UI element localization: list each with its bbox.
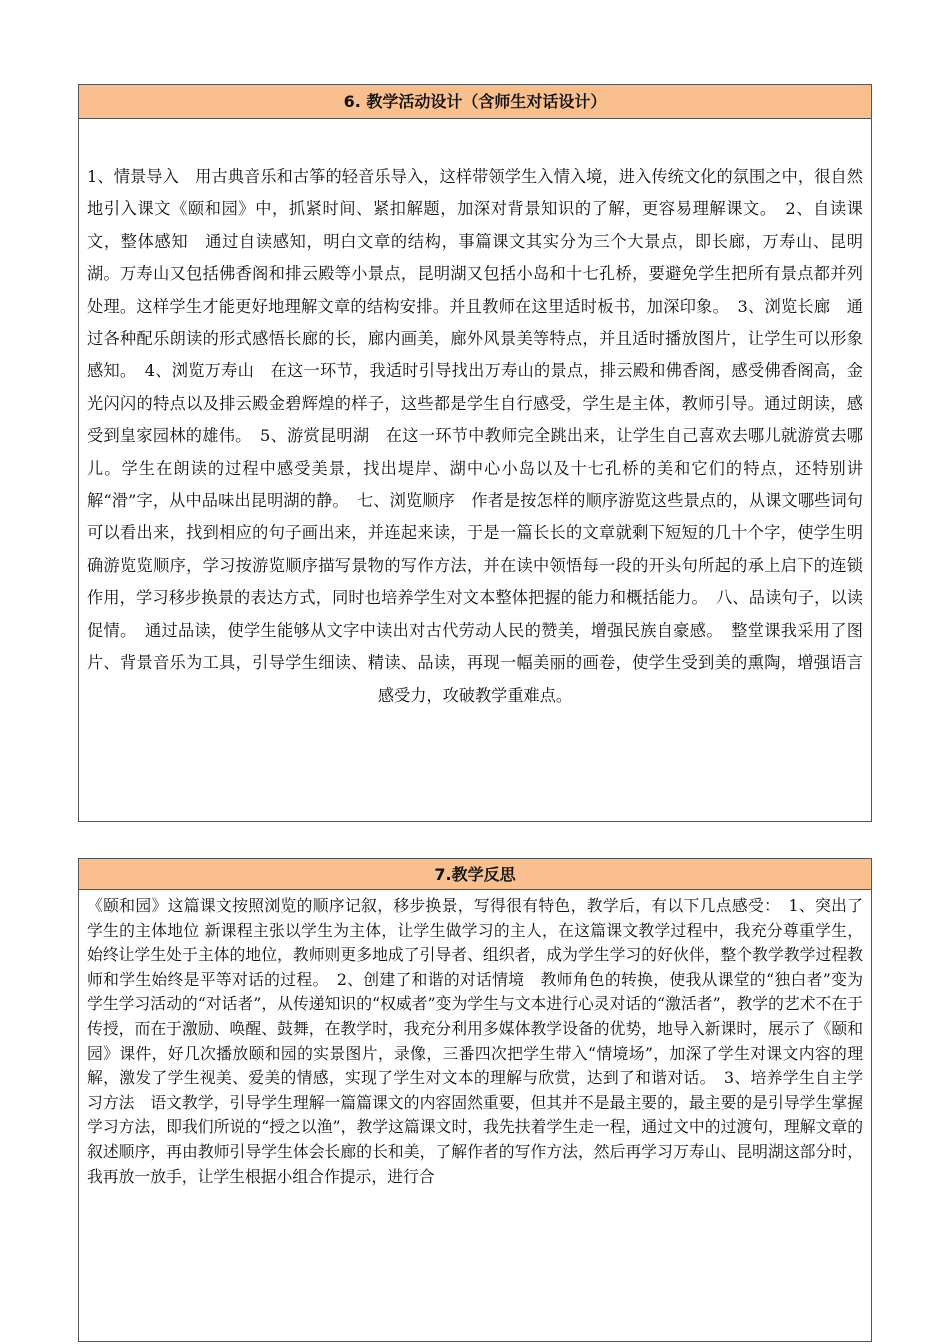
teaching-activity-section xyxy=(78,84,872,822)
section-body: 1、情景导入 用古典音乐和古筝的轻音乐导入，这样带领学生入情入境，进入传统文化的氛围之中，很自然地引入课文《颐和园》中，抓紧时间、紧扣解题，加深对背景知识的了解，更容易理解课文。 2、自读课文，整体感知 通过自读感知，明白文章的结构，事篇课文其实分为三个大景点，即长廊，万寿山、昆明湖。万寿山又包括佛香阁和排云殿等小景点，昆明湖又包括小岛和十七孔桥，要避免学生把所有景点都并列处理。这样学生才能更好地理解文章的结构安排。并且教师在这里适时板书，加深印象。 3、浏览长廊 通过各种配乐朗读的形式感悟长廊的长，廊内画美，廊外风景美等特点，并且适时播放图片，让学生可以形象感知。 4、浏览万寿山 在这一环节，我适时引导找出万寿山的景点，排云殿和佛香阁，感受佛香阁高，金光闪闪的特点以及排云殿金碧辉煌的样子，这些都是学生自行感受，学生是主体，教师引导。通过朗读，感受到皇家园林的雄伟。 5、游赏昆明湖 在这一环节中教师完全跳出来，让学生自己喜欢去哪儿就游赏去哪儿。学生在朗读的过程中感受美景，找出堤岸、湖中心小岛以及十七孔桥的美和它们的特点，还特别讲解“滑”字，从中品味出昆明湖的静。 七、浏览顺序 作者是按怎样的顺序游览这些景点的，从课文哪些词句可以看出来，找到相应的句子画出来，并连起来读，于是一篇长长的文章就剩下短短的几十个字，使学生明确游览览顺序，学习按游览顺序描写景物的写作方法，并在读中领悟每一段的开头句所起的承上启下的连锁作用，学习移步换景的表达方式，同时也培养学生对文本整体把握的能力和概括能力。 八、品读句子，以读促情。 通过品读，使学生能够从文字中读出对古代劳动人民的赞美，增强民族自豪感。 整堂课我采用了图片、背景音乐为工具，引导学生细读、精读、品读，再现一幅美丽的画卷，使学生受到美的熏陶，增强语言感受力，攻破教学重难点。 xyxy=(87,167,863,705)
section-title: 7.教学反思 xyxy=(79,859,871,890)
teaching-reflection-section xyxy=(78,858,872,1342)
section-title: 6. 教学活动设计（含师生对话设计） xyxy=(79,85,871,119)
section-body: 《颐和园》这篇课文按照浏览的顺序记叙，移步换景，写得很有特色，教学后，有以下几点感受： 1、突出了学生的主体地位 新课程主张以学生为主体，让学生做学习的主人，在这篇课文教学过程中，我充分尊重学生，始终让学生处于主体的地位，教师则更多地成了引导者、组织者，成为学生学习的好伙伴，整个教学教学过程教师和学生始终是平等对话的过程。 2、创建了和谐的对话情境 教师角色的转换，使我从课堂的“独白者”变为学生学习活动的“对话者”，从传递知识的“权威者”变为学生与文本进行心灵对话的“激活者”，教学的艺术不在于传授，而在于激励、唤醒、鼓舞，在教学时，我充分利用多媒体教学设备的优势，地导入新课时，展示了《颐和园》课件，好几次播放颐和园的实景图片，录像，三番四次把学生带入“情境场”，加深了学生对课文内容的理解，激发了学生视美、爱美的情感，实现了学生对文本的理解与欣赏，达到了和谐对话。 3、培养学生自主学习方法 语文教学，引导学生理解一篇篇课文的内容固然重要，但其并不是最主要的，最主要的是引导学生掌握学习方法，即我们所说的“授之以渔”，教学这篇课文时，我先扶着学生走一程，通过文中的过渡句，理解文章的叙述顺序，再由教师引导学生体会长廊的长和美，了解作者的写作方法，然后再学习万寿山、昆明湖这部分时，我再放一放手，让学生根据小组合作提示，进行合 xyxy=(87,896,863,1186)
